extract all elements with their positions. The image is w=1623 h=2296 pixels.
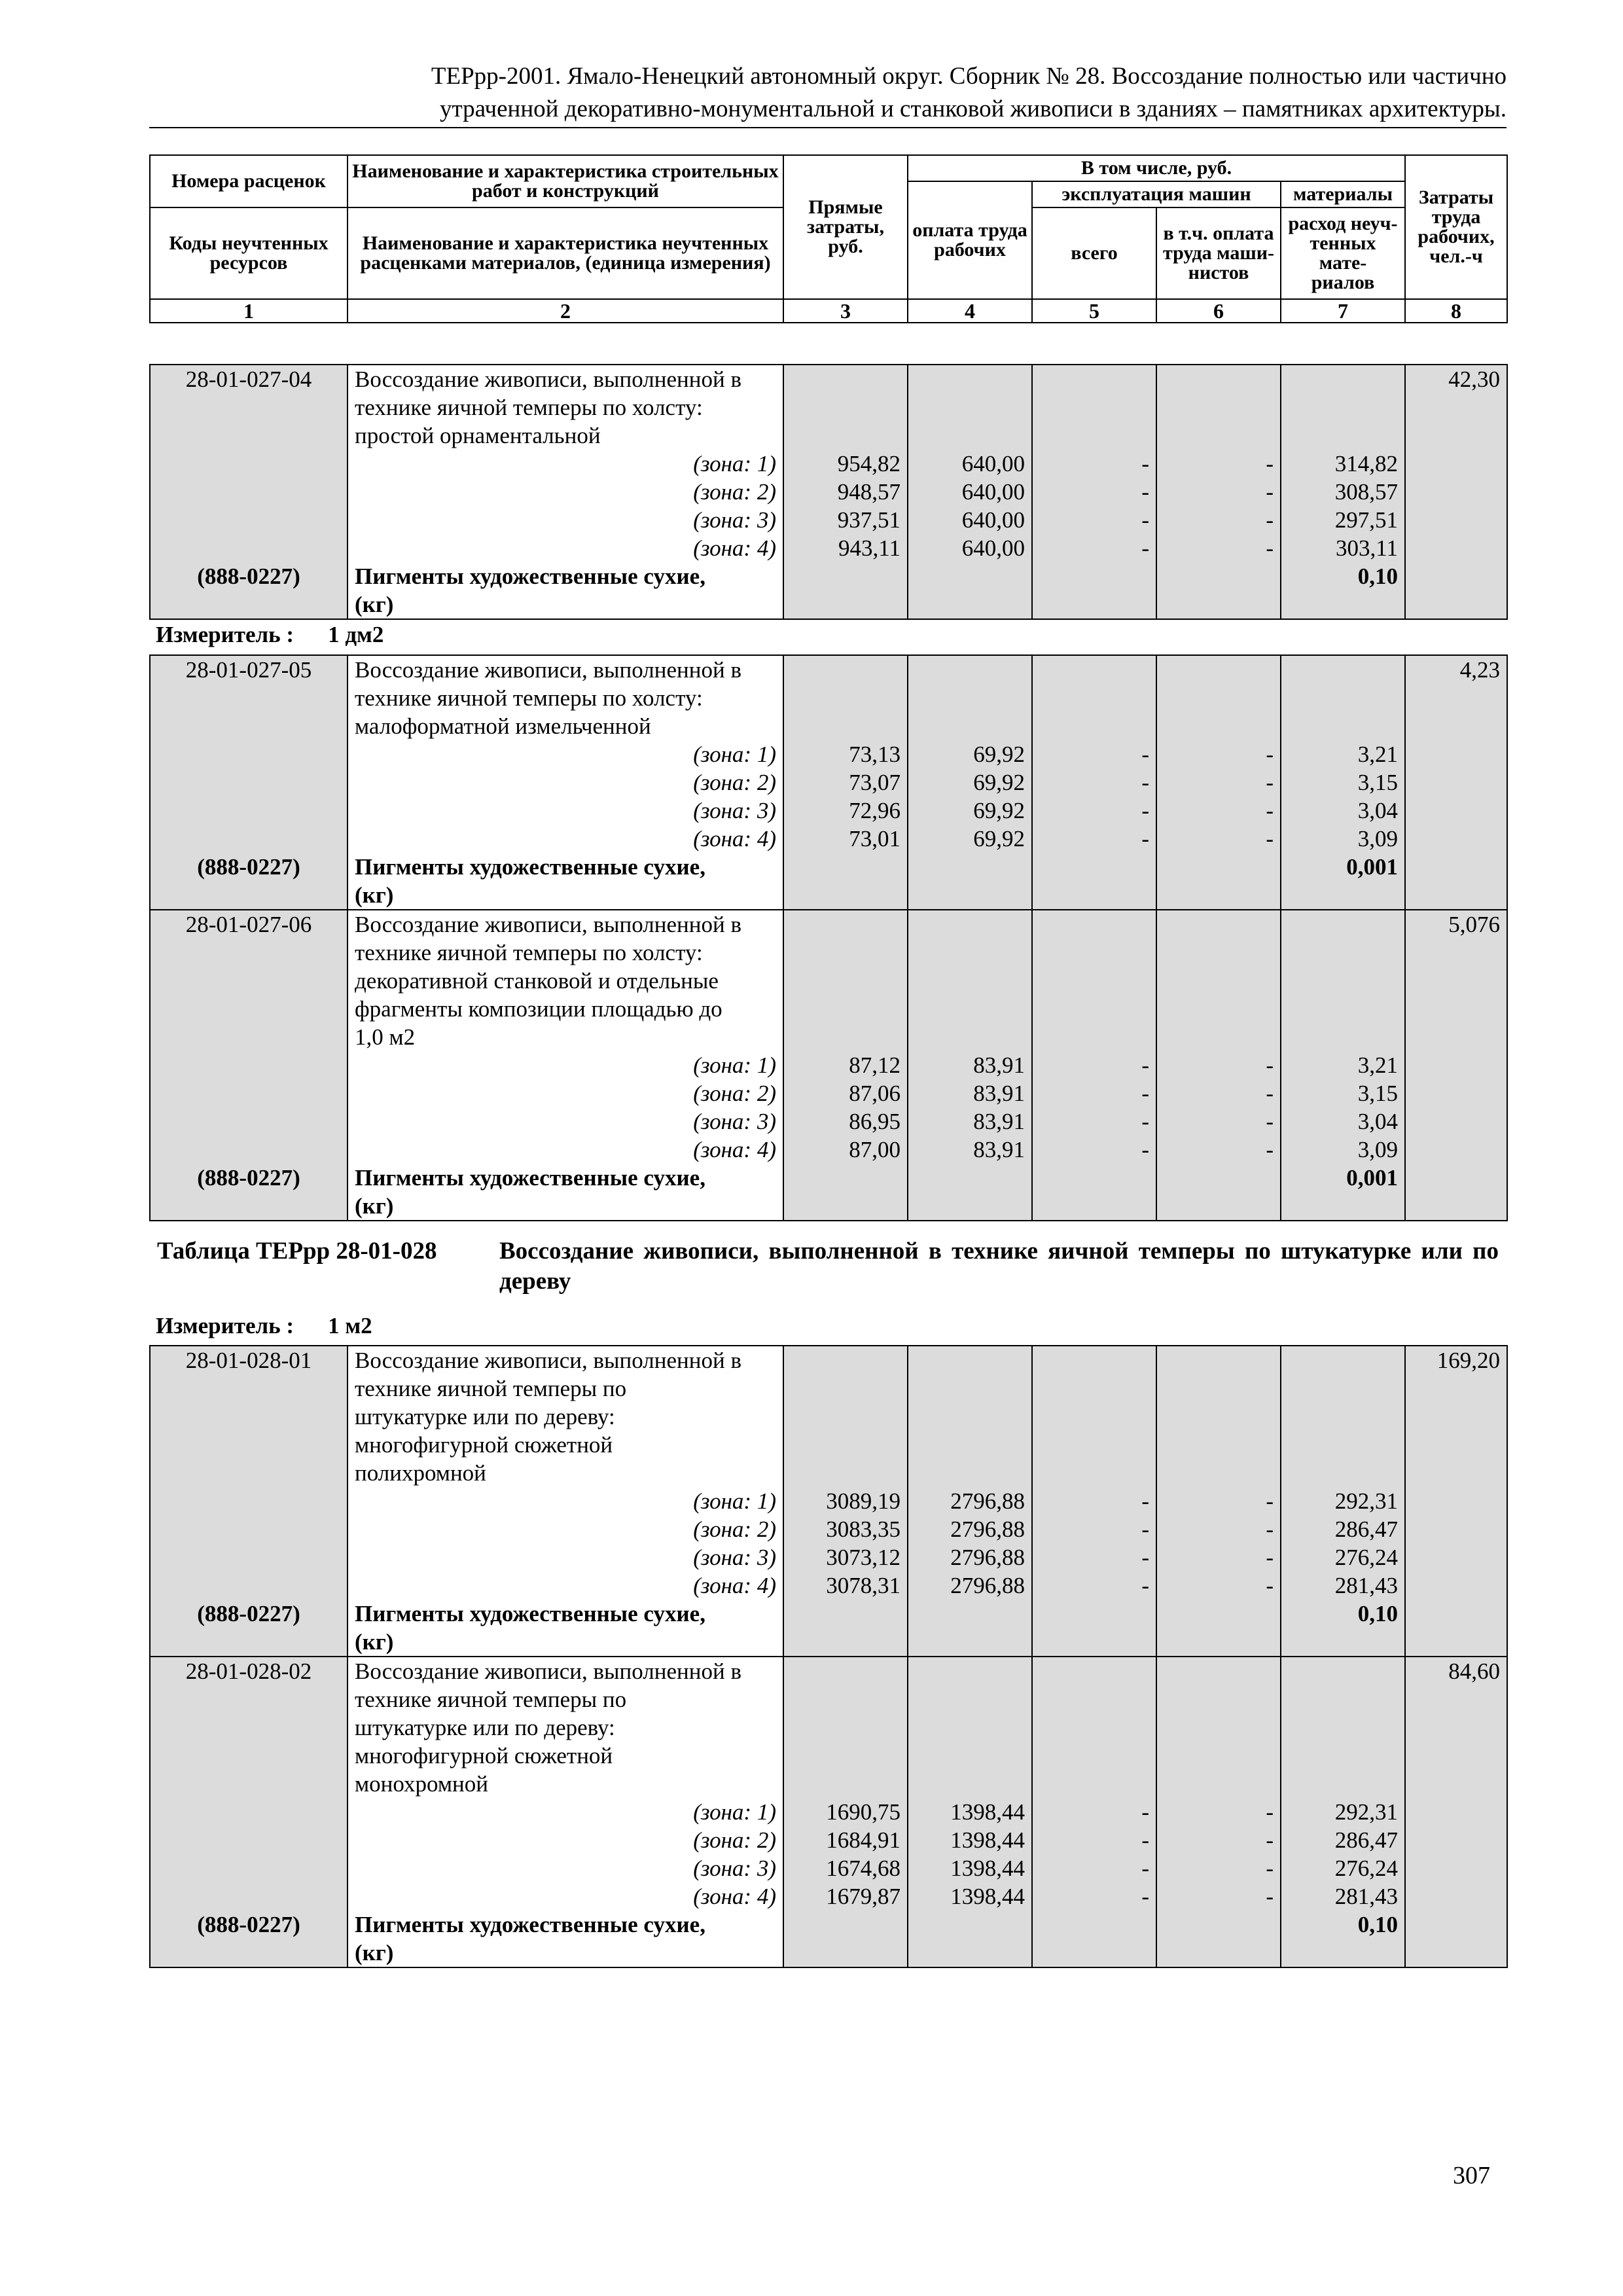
direct-cost: 3073,12 — [783, 1543, 908, 1571]
resource-unit: (кг) — [348, 881, 783, 910]
material-cost: 3,09 — [1281, 1136, 1405, 1164]
col-kody-header: Коды неучтенных ресурсов — [150, 207, 348, 299]
material-cost: 3,15 — [1281, 768, 1405, 797]
machine-wage-cost: - — [1156, 1854, 1281, 1882]
col-pryamye-header: Прямые затраты, руб. — [783, 155, 908, 299]
zone-row — [150, 450, 1507, 478]
zone-row — [150, 478, 1507, 506]
table-title-label: Таблица ТЕРрр 28-01-028 — [157, 1238, 437, 1265]
resource-unit: (кг) — [348, 1628, 783, 1657]
zone-row — [150, 1543, 1507, 1571]
direct-cost: 1679,87 — [783, 1882, 908, 1910]
col-raskhod-header: расход неуч- тенных мате- риалов — [1281, 207, 1405, 299]
machine-wage-cost: - — [1156, 797, 1281, 825]
machine-cost: - — [1032, 1079, 1156, 1107]
measure-unit-2 — [156, 1313, 372, 1339]
zone-row — [150, 1515, 1507, 1543]
labor-cost: 169,20 — [1405, 1346, 1507, 1374]
resource-unit: (кг) — [348, 590, 783, 619]
zone-row — [150, 1487, 1507, 1515]
col-v-tom-chisle-header: В том числе, руб. — [908, 155, 1405, 181]
zone-label: (зона: 1) — [348, 1051, 783, 1079]
header-line-1: ТЕРрр-2001. Ямало-Ненецкий автономный округ. Сборник № 28. Воссоздание полностью или частично — [431, 63, 1507, 90]
material-cost: 308,57 — [1281, 478, 1405, 506]
material-cost: 3,21 — [1281, 1051, 1405, 1079]
resource-name: Пигменты художественные сухие, — [348, 1910, 783, 1939]
rate-name: фрагменты композиции площадью до — [348, 995, 783, 1023]
rate-name: декоративной станковой и отдельные — [348, 967, 783, 995]
resource-unit: (кг) — [348, 1192, 783, 1221]
material-cost: 292,31 — [1281, 1487, 1405, 1515]
col-naimenovanie-header: Наименование и характеристика строительных работ и конструкций — [348, 155, 783, 207]
rate-name: технике яичной темперы по — [348, 1374, 783, 1403]
zone-label: (зона: 4) — [348, 534, 783, 562]
col-ekspluatatsiya-header: эксплуатация машин — [1032, 181, 1281, 207]
zone-row — [150, 797, 1507, 825]
rate-name: Воссоздание живописи, выполненной в — [348, 910, 783, 939]
table-title-text: Воссоздание живописи, выполненной в технике яичной темперы по штукатурке или по дереву — [499, 1238, 1499, 1295]
resource-amount: 0,001 — [1281, 1164, 1405, 1192]
material-cost: 276,24 — [1281, 1543, 1405, 1571]
zone-label: (зона: 2) — [348, 768, 783, 797]
rate-row — [150, 1346, 1507, 1374]
resource-code: (888-0227) — [150, 562, 348, 590]
machine-wage-cost: - — [1156, 1136, 1281, 1164]
zone-label: (зона: 1) — [348, 1798, 783, 1826]
machine-cost: - — [1032, 1136, 1156, 1164]
direct-cost: 954,82 — [783, 450, 908, 478]
rate-name: монохромной — [348, 1770, 783, 1798]
wage-cost: 83,91 — [908, 1079, 1032, 1107]
material-cost: 286,47 — [1281, 1826, 1405, 1854]
zone-label: (зона: 2) — [348, 478, 783, 506]
rate-name: многофигурной сюжетной — [348, 1742, 783, 1770]
direct-cost: 87,12 — [783, 1051, 908, 1079]
material-cost: 314,82 — [1281, 450, 1405, 478]
machine-cost: - — [1032, 1051, 1156, 1079]
zone-label: (зона: 1) — [348, 1487, 783, 1515]
direct-cost: 3078,31 — [783, 1571, 908, 1600]
machine-wage-cost: - — [1156, 1079, 1281, 1107]
machine-cost: - — [1032, 450, 1156, 478]
rate-name: малоформатной измельченной — [348, 712, 783, 740]
rates-table-1 — [149, 364, 1508, 620]
machine-cost: - — [1032, 1515, 1156, 1543]
labor-cost: 42,30 — [1405, 365, 1507, 393]
col-num: 3 — [783, 299, 908, 323]
zone-row — [150, 1571, 1507, 1600]
rate-name: технике яичной темперы по холсту: — [348, 393, 783, 422]
material-cost: 292,31 — [1281, 1798, 1405, 1826]
wage-cost: 640,00 — [908, 506, 1032, 534]
machine-cost: - — [1032, 1543, 1156, 1571]
zone-row — [150, 768, 1507, 797]
resource-amount: 0,001 — [1281, 853, 1405, 881]
resource-name: Пигменты художественные сухие, — [348, 853, 783, 881]
wage-cost: 83,91 — [908, 1136, 1032, 1164]
rate-row — [150, 1657, 1507, 1685]
zone-label: (зона: 4) — [348, 1571, 783, 1600]
direct-cost: 1684,91 — [783, 1826, 908, 1854]
col-num: 8 — [1405, 299, 1507, 323]
wage-cost: 640,00 — [908, 534, 1032, 562]
direct-cost: 3083,35 — [783, 1515, 908, 1543]
rates-table-2 — [149, 655, 1508, 1221]
material-cost: 281,43 — [1281, 1882, 1405, 1910]
machine-cost: - — [1032, 1854, 1156, 1882]
machine-cost: - — [1032, 478, 1156, 506]
rate-code: 28-01-028-02 — [150, 1657, 348, 1685]
wage-cost: 2796,88 — [908, 1543, 1032, 1571]
measure-value: 1 дм2 — [328, 622, 384, 647]
wage-cost: 69,92 — [908, 768, 1032, 797]
zone-label: (зона: 3) — [348, 1543, 783, 1571]
wage-cost: 640,00 — [908, 450, 1032, 478]
machine-wage-cost: - — [1156, 1487, 1281, 1515]
resource-amount: 0,10 — [1281, 562, 1405, 590]
zone-row — [150, 506, 1507, 534]
machine-wage-cost: - — [1156, 534, 1281, 562]
machine-cost: - — [1032, 534, 1156, 562]
zone-row — [150, 1882, 1507, 1910]
wage-cost: 69,92 — [908, 825, 1032, 853]
labor-cost: 84,60 — [1405, 1657, 1507, 1685]
zone-label: (зона: 3) — [348, 1107, 783, 1136]
rate-name: штукатурке или по дереву: — [348, 1403, 783, 1431]
zone-row — [150, 1079, 1507, 1107]
machine-wage-cost: - — [1156, 768, 1281, 797]
direct-cost: 87,06 — [783, 1079, 908, 1107]
zone-label: (зона: 1) — [348, 740, 783, 768]
direct-cost: 943,11 — [783, 534, 908, 562]
machine-wage-cost: - — [1156, 506, 1281, 534]
direct-cost: 937,51 — [783, 506, 908, 534]
wage-cost: 2796,88 — [908, 1487, 1032, 1515]
zone-row — [150, 534, 1507, 562]
machine-wage-cost: - — [1156, 1051, 1281, 1079]
machine-cost: - — [1032, 506, 1156, 534]
zone-label: (зона: 3) — [348, 797, 783, 825]
measure-label: Измеритель : — [156, 1313, 294, 1338]
rate-row — [150, 365, 1507, 393]
material-cost: 281,43 — [1281, 1571, 1405, 1600]
resource-row — [150, 853, 1507, 881]
material-cost: 3,04 — [1281, 1107, 1405, 1136]
machine-wage-cost: - — [1156, 1515, 1281, 1543]
machine-wage-cost: - — [1156, 1882, 1281, 1910]
rate-name: 1,0 м2 — [348, 1023, 783, 1051]
machine-wage-cost: - — [1156, 825, 1281, 853]
material-cost: 3,04 — [1281, 797, 1405, 825]
rate-name: Воссоздание живописи, выполненной в — [348, 1657, 783, 1685]
wage-cost: 1398,44 — [908, 1854, 1032, 1882]
machine-cost: - — [1032, 1571, 1156, 1600]
direct-cost: 3089,19 — [783, 1487, 908, 1515]
col-num: 5 — [1032, 299, 1156, 323]
machine-wage-cost: - — [1156, 1543, 1281, 1571]
direct-cost: 1674,68 — [783, 1854, 908, 1882]
machine-wage-cost: - — [1156, 1571, 1281, 1600]
wage-cost: 69,92 — [908, 740, 1032, 768]
labor-cost: 4,23 — [1405, 655, 1507, 684]
direct-cost: 1690,75 — [783, 1798, 908, 1826]
direct-cost: 948,57 — [783, 478, 908, 506]
material-cost: 3,15 — [1281, 1079, 1405, 1107]
machine-wage-cost: - — [1156, 1798, 1281, 1826]
rate-code: 28-01-027-04 — [150, 365, 348, 393]
machine-cost: - — [1032, 825, 1156, 853]
rate-name: простой орнаментальной — [348, 422, 783, 450]
direct-cost: 87,00 — [783, 1136, 908, 1164]
zone-label: (зона: 3) — [348, 1854, 783, 1882]
material-cost: 286,47 — [1281, 1515, 1405, 1543]
rates-table-3 — [149, 1345, 1508, 1968]
rate-code: 28-01-027-06 — [150, 910, 348, 939]
machine-cost: - — [1032, 1882, 1156, 1910]
material-cost: 3,21 — [1281, 740, 1405, 768]
machine-cost: - — [1032, 768, 1156, 797]
wage-cost: 2796,88 — [908, 1515, 1032, 1543]
zone-row — [150, 740, 1507, 768]
direct-cost: 73,07 — [783, 768, 908, 797]
zone-row — [150, 1854, 1507, 1882]
zone-row — [150, 1136, 1507, 1164]
machine-cost: - — [1032, 1826, 1156, 1854]
resource-name: Пигменты художественные сухие, — [348, 562, 783, 590]
machine-cost: - — [1032, 740, 1156, 768]
rate-name: технике яичной темперы по холсту: — [348, 684, 783, 712]
zone-label: (зона: 1) — [348, 450, 783, 478]
wage-cost: 1398,44 — [908, 1826, 1032, 1854]
material-cost: 3,09 — [1281, 825, 1405, 853]
rate-name: многофигурной сюжетной — [348, 1431, 783, 1459]
direct-cost: 86,95 — [783, 1107, 908, 1136]
running-header — [149, 60, 1507, 128]
zone-label: (зона: 2) — [348, 1515, 783, 1543]
resource-code: (888-0227) — [150, 853, 348, 881]
col-materialy-header: материалы — [1281, 181, 1405, 207]
direct-cost: 73,13 — [783, 740, 908, 768]
col-oplata-header: оплата труда рабочих — [908, 181, 1032, 299]
resource-row — [150, 1600, 1507, 1628]
machine-wage-cost: - — [1156, 1107, 1281, 1136]
col-v-t-ch-header: в т.ч. оплата труда маши- нистов — [1156, 207, 1281, 299]
resource-code: (888-0227) — [150, 1164, 348, 1192]
col-num: 7 — [1281, 299, 1405, 323]
wage-cost: 2796,88 — [908, 1571, 1032, 1600]
labor-cost: 5,076 — [1405, 910, 1507, 939]
direct-cost: 73,01 — [783, 825, 908, 853]
machine-wage-cost: - — [1156, 450, 1281, 478]
header-line-2: утраченной декоративно-монументальной и станковой живописи в зданиях – памятниках архитектуры. — [439, 96, 1507, 122]
col-num: 6 — [1156, 299, 1281, 323]
resource-amount: 0,10 — [1281, 1600, 1405, 1628]
rate-name: полихромной — [348, 1459, 783, 1487]
resource-row — [150, 562, 1507, 590]
zone-label: (зона: 2) — [348, 1079, 783, 1107]
column-header-table — [149, 154, 1508, 323]
wage-cost: 1398,44 — [908, 1882, 1032, 1910]
col-naimenovanie-neuchten-header: Наименование и характеристика неучтенных расценками материалов, (единица измерения) — [348, 207, 783, 299]
rate-code: 28-01-027-05 — [150, 655, 348, 684]
zone-label: (зона: 4) — [348, 1882, 783, 1910]
wage-cost: 69,92 — [908, 797, 1032, 825]
resource-code: (888-0227) — [150, 1910, 348, 1939]
resource-row — [150, 1164, 1507, 1192]
col-nomera-header: Номера расценок — [150, 155, 348, 207]
wage-cost: 83,91 — [908, 1107, 1032, 1136]
resource-amount: 0,10 — [1281, 1910, 1405, 1939]
zone-row — [150, 1107, 1507, 1136]
col-vsego-header: всего — [1032, 207, 1156, 299]
wage-cost: 83,91 — [908, 1051, 1032, 1079]
resource-unit: (кг) — [348, 1939, 783, 1967]
rate-name: технике яичной темперы по холсту: — [348, 939, 783, 967]
resource-name: Пигменты художественные сухие, — [348, 1164, 783, 1192]
zone-row — [150, 1798, 1507, 1826]
zone-label: (зона: 4) — [348, 1136, 783, 1164]
zone-label: (зона: 4) — [348, 825, 783, 853]
page-number: 307 — [1453, 2162, 1490, 2189]
wage-cost: 640,00 — [908, 478, 1032, 506]
machine-wage-cost: - — [1156, 478, 1281, 506]
rate-name: Воссоздание живописи, выполненной в — [348, 1346, 783, 1374]
material-cost: 297,51 — [1281, 506, 1405, 534]
table-title — [157, 1236, 1499, 1297]
zone-label: (зона: 2) — [348, 1826, 783, 1854]
wage-cost: 1398,44 — [908, 1798, 1032, 1826]
col-num: 1 — [150, 299, 348, 323]
resource-row — [150, 1910, 1507, 1939]
rate-row — [150, 910, 1507, 939]
material-cost: 303,11 — [1281, 534, 1405, 562]
machine-cost: - — [1032, 1798, 1156, 1826]
rate-row — [150, 655, 1507, 684]
measure-label: Измеритель : — [156, 622, 294, 647]
zone-row — [150, 1051, 1507, 1079]
rate-name: Воссоздание живописи, выполненной в — [348, 655, 783, 684]
material-cost: 276,24 — [1281, 1854, 1405, 1882]
machine-cost: - — [1032, 797, 1156, 825]
col-num: 2 — [348, 299, 783, 323]
rate-name: Воссоздание живописи, выполненной в — [348, 365, 783, 393]
machine-wage-cost: - — [1156, 1826, 1281, 1854]
measure-value: 1 м2 — [328, 1313, 372, 1338]
resource-name: Пигменты художественные сухие, — [348, 1600, 783, 1628]
col-zatraty-header: Затраты труда рабочих, чел.-ч — [1405, 155, 1507, 299]
measure-unit-1 — [156, 622, 383, 648]
machine-wage-cost: - — [1156, 740, 1281, 768]
rate-name: штукатурке или по дереву: — [348, 1713, 783, 1742]
zone-row — [150, 1826, 1507, 1854]
zone-label: (зона: 3) — [348, 506, 783, 534]
rate-name: технике яичной темперы по — [348, 1685, 783, 1713]
resource-code: (888-0227) — [150, 1600, 348, 1628]
direct-cost: 72,96 — [783, 797, 908, 825]
zone-row — [150, 825, 1507, 853]
machine-cost: - — [1032, 1107, 1156, 1136]
rate-code: 28-01-028-01 — [150, 1346, 348, 1374]
col-num: 4 — [908, 299, 1032, 323]
machine-cost: - — [1032, 1487, 1156, 1515]
